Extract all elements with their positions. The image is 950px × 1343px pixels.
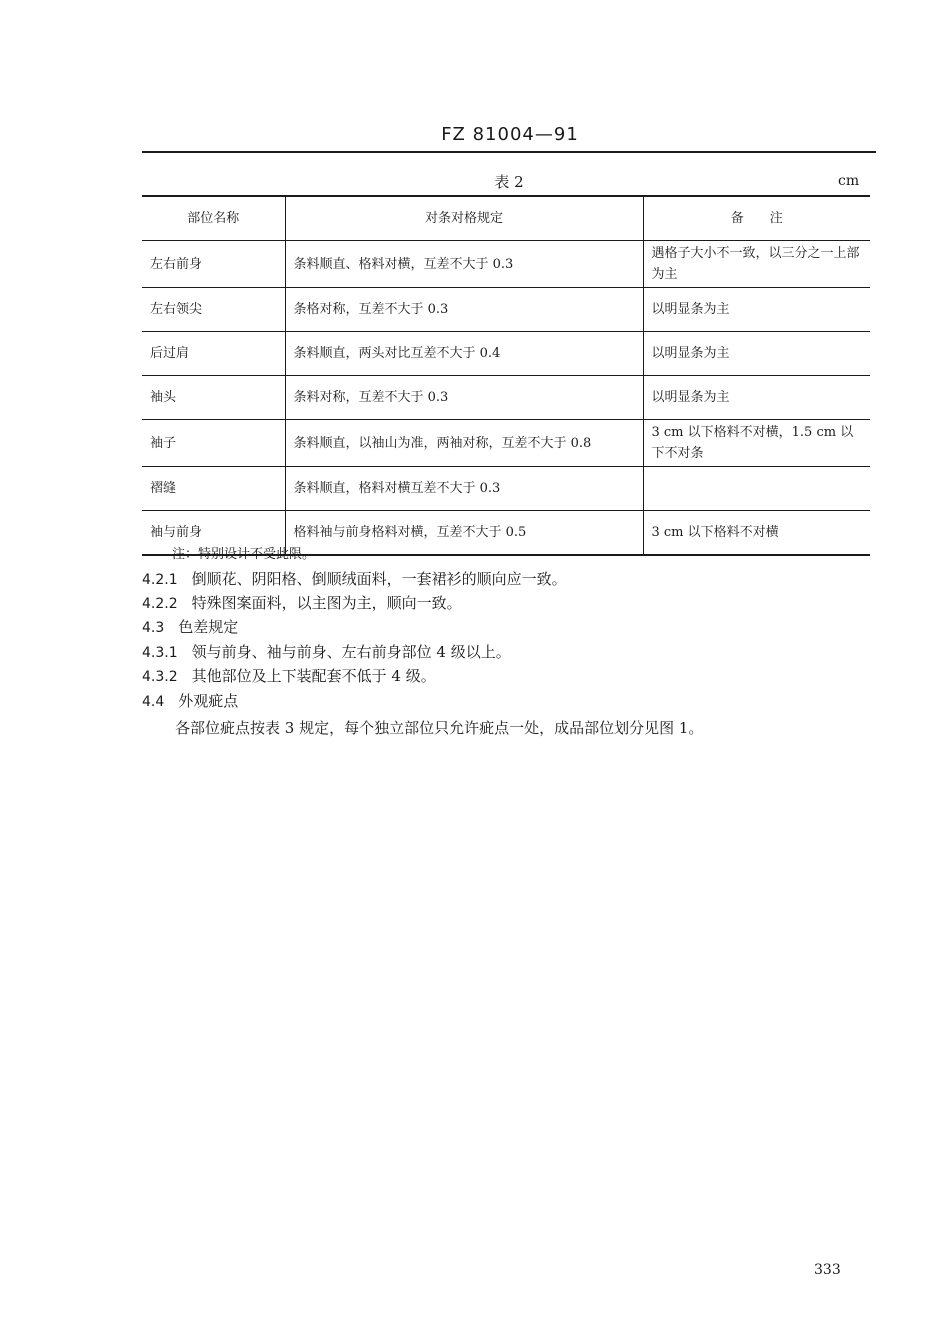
clause-number: 4.2.2 bbox=[142, 596, 178, 612]
cell-part: 褶缝 bbox=[142, 467, 285, 511]
cell-rule: 条料顺直，格料对横互差不大于 0.3 bbox=[285, 467, 643, 511]
cell-remark: 以明显条为主 bbox=[643, 288, 870, 332]
cell-part: 后过肩 bbox=[142, 332, 285, 376]
clause-4-2-1 bbox=[142, 567, 876, 592]
cell-rule: 条料顺直，以袖山为准，两袖对称，互差不大于 0.8 bbox=[285, 420, 643, 467]
page-number: 333 bbox=[814, 1262, 841, 1278]
clause-number: 4.3.1 bbox=[142, 645, 178, 661]
cell-remark: 以明显条为主 bbox=[643, 332, 870, 376]
cell-remark bbox=[643, 467, 870, 511]
header-rule bbox=[142, 151, 876, 153]
table-note: 注：特别设计不受此限。 bbox=[172, 547, 316, 562]
clause-4-3-1 bbox=[142, 640, 876, 665]
table-caption: 表 2 bbox=[494, 173, 524, 191]
table-row bbox=[142, 467, 870, 511]
clause-number: 4.2.1 bbox=[142, 572, 178, 588]
column-header-remark: 备 注 bbox=[643, 196, 870, 241]
table-row bbox=[142, 420, 870, 467]
standard-code: FZ 81004—91 bbox=[441, 124, 579, 145]
clause-4-2-2 bbox=[142, 591, 876, 616]
clause-4-3-2 bbox=[142, 664, 876, 689]
cell-remark: 3 cm 以下格料不对横 bbox=[643, 511, 870, 556]
cell-remark: 以明显条为主 bbox=[643, 376, 870, 420]
column-header-rule: 对条对格规定 bbox=[285, 196, 643, 241]
spec-table bbox=[142, 195, 870, 556]
clause-number: 4.3.2 bbox=[142, 669, 178, 685]
paragraph-defects: 各部位疵点按表 3 规定，每个独立部位只允许疵点一处，成品部位划分见图 1。 bbox=[175, 719, 704, 737]
clause-text: 色差规定 bbox=[178, 618, 239, 636]
table-row bbox=[142, 332, 870, 376]
clause-number: 4.3 bbox=[142, 620, 165, 636]
clause-text: 其他部位及上下装配套不低于 4 级。 bbox=[191, 667, 436, 685]
clause-text: 倒顺花、阴阳格、倒顺绒面料，一套裙衫的顺向应一致。 bbox=[191, 570, 567, 588]
cell-rule: 条料对称，互差不大于 0.3 bbox=[285, 376, 643, 420]
cell-part: 左右前身 bbox=[142, 241, 285, 288]
clause-text: 领与前身、袖与前身、左右前身部位 4 级以上。 bbox=[191, 643, 511, 661]
cell-remark: 3 cm 以下格料不对横，1.5 cm 以下不对条 bbox=[643, 420, 870, 467]
cell-rule: 条料顺直，两头对比互差不大于 0.4 bbox=[285, 332, 643, 376]
table-row bbox=[142, 288, 870, 332]
clause-4-3 bbox=[142, 615, 876, 640]
cell-rule: 条料顺直、格料对横，互差不大于 0.3 bbox=[285, 241, 643, 288]
cell-part: 袖与前身 bbox=[142, 511, 285, 556]
column-header-part: 部位名称 bbox=[142, 196, 285, 241]
clause-text: 特殊图案面料，以主图为主，顺向一致。 bbox=[191, 594, 462, 612]
clause-text: 外观疵点 bbox=[178, 692, 239, 710]
table-row bbox=[142, 241, 870, 288]
cell-rule: 条格对称，互差不大于 0.3 bbox=[285, 288, 643, 332]
table-header-row bbox=[142, 196, 870, 241]
table-unit: cm bbox=[838, 173, 860, 189]
cell-part: 袖头 bbox=[142, 376, 285, 420]
cell-rule: 格料袖与前身格料对横，互差不大于 0.5 bbox=[285, 511, 643, 556]
cell-part: 袖子 bbox=[142, 420, 285, 467]
cell-remark: 遇格子大小不一致，以三分之一上部为主 bbox=[643, 241, 870, 288]
clause-number: 4.4 bbox=[142, 694, 165, 710]
table-row bbox=[142, 376, 870, 420]
cell-part: 左右领尖 bbox=[142, 288, 285, 332]
clause-4-4 bbox=[142, 689, 876, 714]
